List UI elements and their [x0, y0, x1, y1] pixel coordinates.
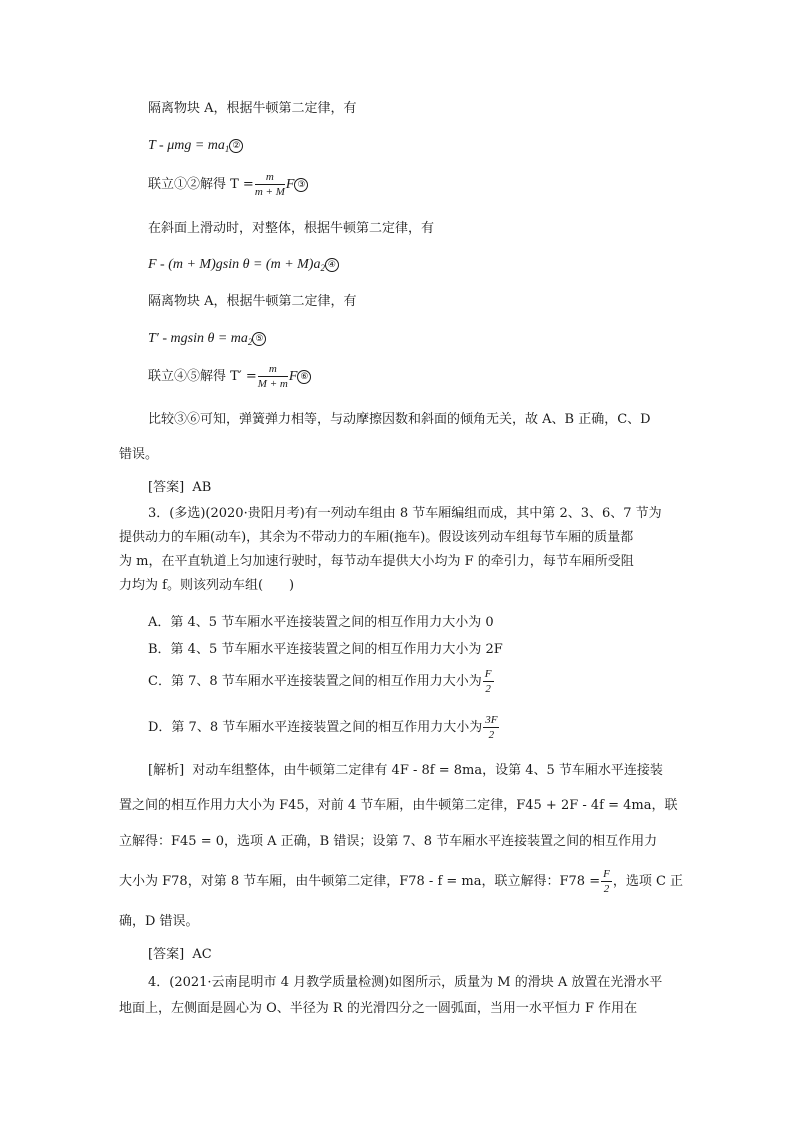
analysis-line-4 — [119, 864, 683, 900]
equation-3-mark: ⑤ — [252, 332, 266, 346]
equation-2-text: F - (m + M)gsin θ = (m + M)a — [148, 257, 321, 272]
equation-1 — [148, 137, 243, 158]
option-c-denominator: 2 — [485, 683, 491, 695]
question-4-line-1: 4．(2021·云南昆明市 4 月教学质量检测)如图所示，质量为 M 的滑块 A 放置在光滑水平 — [148, 975, 663, 990]
equation-3-subscript: 2 — [247, 337, 253, 347]
answer-1 — [148, 479, 211, 497]
equation-3 — [148, 330, 266, 351]
question-3-line-3: 为 m，在平直轨道上匀加速行驶时，每节动车提供大小均为 F 的牵引力，每节车厢所受阻 — [119, 554, 634, 569]
option-b: B．第 4、5 节车厢水平连接装置之间的相互作用力大小为 2F — [148, 642, 503, 657]
answer-3 — [148, 946, 212, 964]
analysis-line-4-suffix: ，选项 C 正 — [612, 874, 684, 889]
answer-1-label: [答案] — [148, 480, 185, 495]
analysis-line-4-fraction — [601, 867, 612, 896]
compare-line-2: 错误。 — [119, 447, 159, 462]
equation-1-mark: ② — [229, 139, 243, 153]
solve-2 — [148, 362, 311, 392]
solve-2-mark: ⑥ — [297, 370, 311, 384]
option-d-numerator: 3F — [485, 714, 498, 726]
option-c-numerator: F — [484, 668, 492, 680]
analysis-line-5: 确，D 错误。 — [119, 914, 199, 929]
analysis-line-4-prefix: 大小为 F78，对第 8 节车厢，由牛顿第二定律，F78 - f = ma，联立解得：F78 = — [119, 874, 601, 889]
analysis-line-1-text: 对动车组整体，由牛顿第二定律有 4F - 8f = 8ma，设第 4、5 节车厢水平连接装 — [192, 763, 663, 778]
solve-1-mark: ③ — [294, 178, 308, 192]
analysis-line-4-numerator: F — [603, 868, 610, 880]
option-d — [148, 710, 500, 746]
option-c — [148, 664, 495, 700]
solve-2-fraction — [258, 362, 288, 391]
solve-1-numerator: m — [255, 170, 285, 185]
answer-1-value: AB — [192, 480, 212, 495]
solve-2-numerator: m — [258, 362, 288, 377]
equation-3-text: T′ - mgsin θ = ma — [148, 331, 248, 346]
analysis-line-4-denominator: 2 — [603, 883, 610, 895]
equation-2-mark: ④ — [325, 258, 339, 272]
solve-2-suffix: F — [288, 369, 298, 384]
solve-2-prefix: 联立④⑤解得 T′ = — [148, 369, 257, 384]
option-d-denominator: 2 — [488, 729, 495, 741]
option-d-text: D．第 7、8 节车厢水平连接装置之间的相互作用力大小为 — [148, 720, 483, 735]
analysis-line-3: 立解得：F45 = 0，选项 A 正确，B 错误；设第 7、8 节车厢水平连接装置之间的相互作用力 — [119, 834, 658, 849]
incline-text: 在斜面上滑动时，对整体，根据牛顿第二定律，有 — [148, 221, 435, 236]
question-3-line-2: 提供动力的车厢(动车)，其余为不带动力的车厢(拖车)。假设该列动车组每节车厢的质量都 — [119, 530, 634, 545]
isolate-a-text-1: 隔离物块 A，根据牛顿第二定律，有 — [148, 101, 357, 116]
answer-3-value: AC — [192, 947, 212, 962]
option-c-fraction — [483, 667, 494, 696]
solve-1-prefix: 联立①②解得 T = — [148, 177, 254, 192]
question-3-line-4: 力均为 f。则该列动车组( ) — [119, 578, 295, 593]
analysis-line-1 — [148, 762, 663, 780]
question-4-line-2: 地面上，左侧面是圆心为 O、半径为 R 的光滑四分之一圆弧面，当用一水平恒力 F 作用在 — [119, 1001, 638, 1016]
solve-1-fraction — [255, 170, 285, 199]
option-c-text: C．第 7、8 节车厢水平连接装置之间的相互作用力大小为 — [148, 674, 482, 689]
solve-1-denominator: m + M — [254, 186, 285, 198]
question-3-line-1: 3．(多选)(2020·贵阳月考)有一列动车组由 8 节车厢编组而成，其中第 2、3、6、7 节为 — [148, 506, 662, 521]
answer-3-label: [答案] — [148, 947, 185, 962]
analysis-label: [解析] — [148, 763, 185, 778]
equation-1-text: T - μmg = ma — [148, 138, 225, 153]
solve-2-denominator: M + m — [257, 378, 288, 390]
isolate-a-text-2: 隔离物块 A，根据牛顿第二定律，有 — [148, 294, 357, 309]
equation-2 — [148, 256, 339, 277]
solve-1-suffix: F — [285, 177, 295, 192]
equation-1-subscript: 1 — [224, 144, 230, 154]
option-a: A．第 4、5 节车厢水平连接装置之间的相互作用力大小为 0 — [148, 615, 494, 630]
equation-2-subscript: 2 — [320, 263, 325, 273]
solve-1 — [148, 170, 308, 200]
compare-line-1: 比较③⑥可知，弹簧弹力相等，与动摩擦因数和斜面的倾角无关，故 A、B 正确，C、D — [148, 412, 651, 427]
analysis-line-2: 置之间的相互作用力大小为 F45，对前 4 节车厢，由牛顿第二定律，F45 + 2F - 4f = 4ma，联 — [119, 798, 678, 813]
option-d-fraction — [483, 713, 499, 742]
